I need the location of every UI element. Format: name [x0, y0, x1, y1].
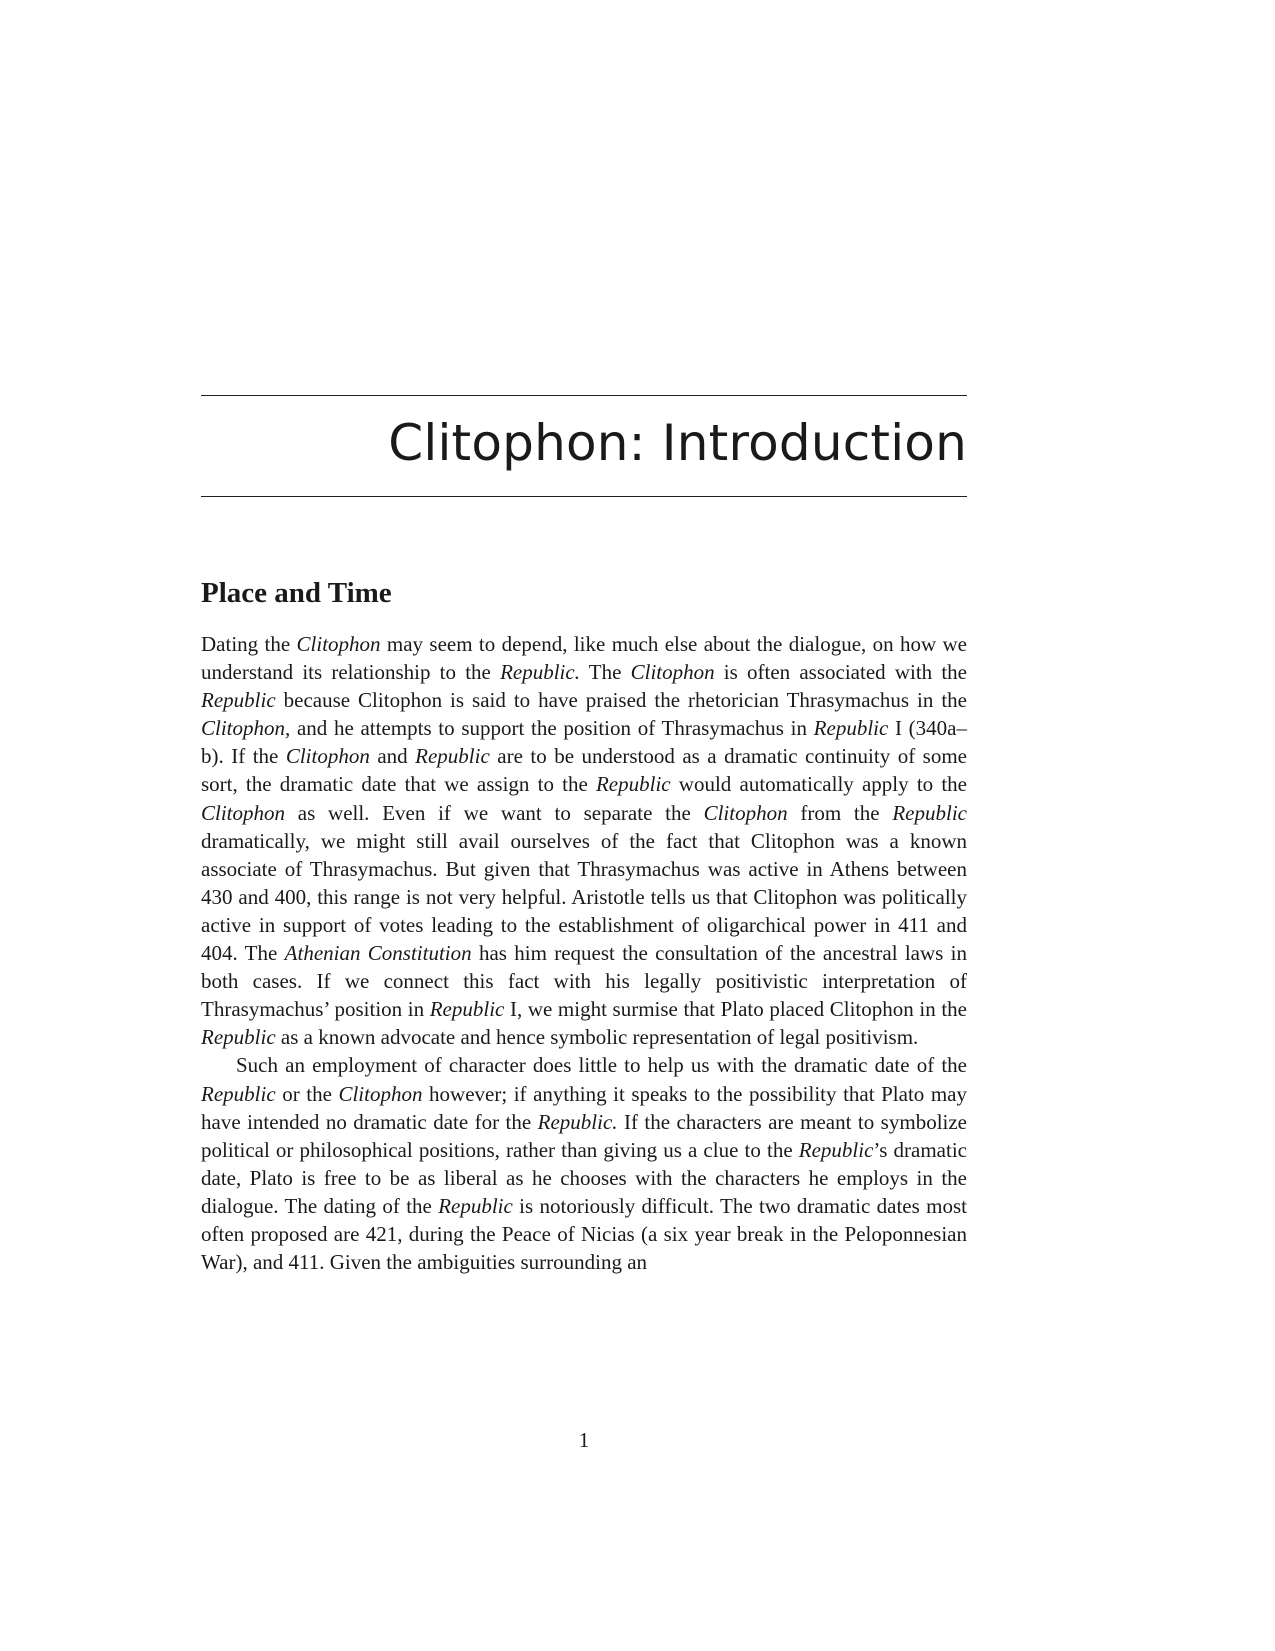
text-run: from the [787, 800, 893, 825]
text-run: Dating the [201, 632, 297, 656]
text-run: or the [275, 1081, 339, 1106]
bottom-rule [201, 496, 967, 497]
italic-title-text: Republic [429, 997, 505, 1022]
text-run: has him request the consultation of the ancestral laws in both cases. If we connect this fact with his legally positivistic interpretation of Thrasymachus’ position in [201, 941, 967, 1022]
paragraph-1 [201, 630, 967, 1051]
page-number: 1 [578, 1428, 590, 1452]
text-run: ’s dramatic date, Plato is free to be as liberal as he chooses with the characters he employs in the dialogue. The dating of the [201, 1137, 967, 1218]
chapter-heading [201, 395, 967, 497]
text-run: would automatically apply to the [670, 772, 967, 797]
italic-title-text: Clitophon [285, 744, 370, 769]
italic-title-text: Republic [438, 1193, 513, 1218]
italic-title-text: Republic [201, 688, 276, 713]
italic-title-text: Republic. [537, 1109, 618, 1134]
italic-title-text: Republic [201, 1025, 276, 1050]
chapter-title: Clitophon: Introduction [388, 414, 967, 472]
italic-title-text: Clitophon [630, 660, 715, 685]
text-run: is often associated with the [714, 660, 967, 685]
italic-title-text: Clitophon, [201, 716, 291, 741]
text-run: and [369, 744, 416, 769]
text-run: and he attempts to support the position of Thrasymachus in [290, 716, 814, 741]
italic-title-text: Republic. [500, 660, 580, 685]
italic-title-text: Republic [798, 1137, 874, 1162]
text-run: The [579, 660, 631, 685]
text-run: as well. Even if we want to separate the [285, 800, 704, 825]
top-rule [201, 395, 967, 396]
italic-title-text: Republic [813, 716, 889, 741]
italic-title-text: Clitophon [296, 632, 381, 656]
text-run: as a known advocate and hence symbolic representation of legal positivism. [275, 1025, 919, 1050]
italic-title-text: Republic [415, 744, 490, 769]
paragraph-2 [201, 1051, 967, 1276]
text-run: may seem to depend, like much else about the dialogue, on how we understand its relationship to the [201, 632, 967, 685]
text-run: I (340a–b). If the [201, 716, 967, 769]
italic-title-text: Republic [595, 772, 671, 797]
italic-title-text: Athenian Constitution [284, 941, 472, 966]
text-run: I, we might surmise that Plato placed Clitophon in the [504, 997, 967, 1022]
body-text [201, 630, 967, 1276]
text-run: dramatically, we might still avail ourselves of the fact that Clitophon was a known associate of Thrasymachus. But given that Thrasymachus was active in Athens between 430 and 400, this range is not very helpful. Aristotle tells us that Clitophon was politically active in support of votes leading to the establishment of oligarchical power in 411 and 404. The [201, 828, 967, 966]
italic-title-text: Republic [201, 1081, 276, 1106]
italic-title-text: Clitophon [338, 1081, 423, 1106]
italic-title-text: Clitophon [201, 800, 286, 825]
text-run: is notoriously difficult. The two dramatic dates most often proposed are 421, during the Peace of Nicias (a six year break in the Peloponnesian War), and 411. Given the ambiguities surrounding an [201, 1193, 967, 1275]
text-run: because Clitophon is said to have praised the rhetorician Thrasymachus in the [275, 688, 967, 713]
text-run: are to be understood as a dramatic continuity of some sort, the dramatic date that we assign to the [201, 744, 967, 797]
text-run: Such an employment of character does little to help us with the dramatic date of the [236, 1053, 967, 1078]
italic-title-text: Clitophon [703, 800, 788, 825]
text-run: If the characters are meant to symbolize political or philosophical positions, rather than giving us a clue to the [201, 1109, 967, 1162]
section-title: Place and Time [201, 577, 392, 609]
text-run: however; if anything it speaks to the possibility that Plato may have intended no dramatic date for the [201, 1081, 967, 1134]
italic-title-text: Republic [892, 800, 967, 825]
